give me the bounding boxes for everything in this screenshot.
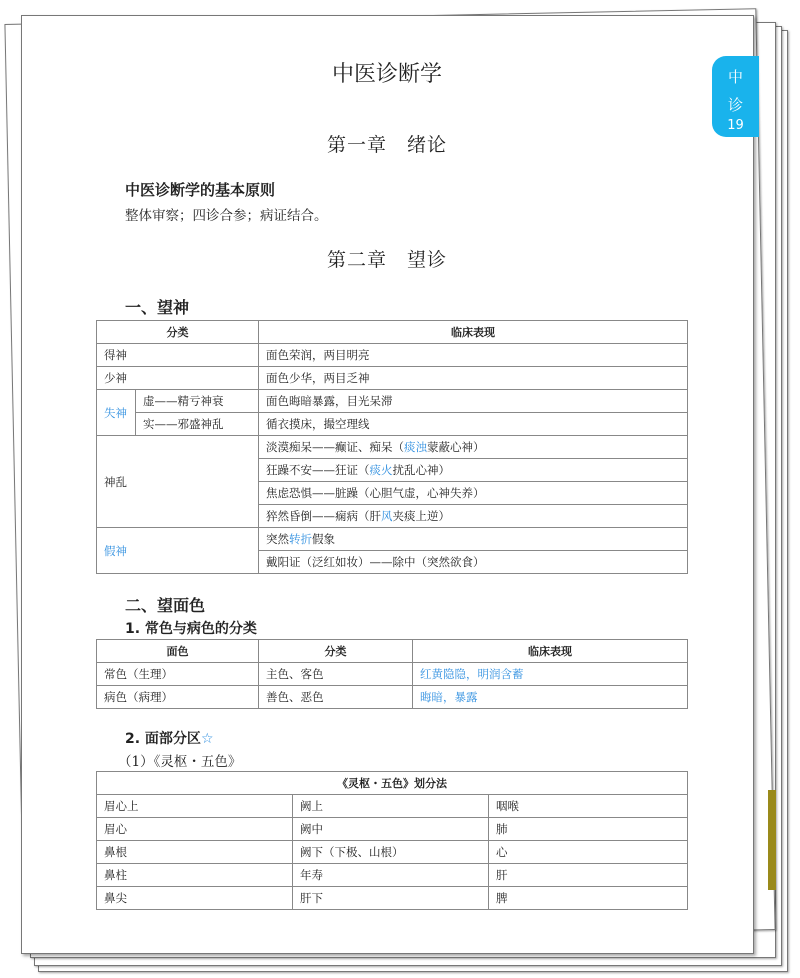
highlight-text: 痰浊 xyxy=(404,440,427,454)
lingshu-table xyxy=(96,771,688,910)
table-row xyxy=(97,864,688,887)
col-header: 分类 xyxy=(97,321,259,344)
cell xyxy=(259,436,688,459)
section2-sub1: 1. 常色与病色的分类 xyxy=(125,621,257,637)
cell: 年寿 xyxy=(293,864,489,887)
highlight-text: 痰火 xyxy=(369,463,393,477)
cell: 主色、客色 xyxy=(259,663,413,686)
col-header: 面色 xyxy=(97,640,259,663)
table-row xyxy=(97,390,688,413)
section1-heading: 一、望神 xyxy=(125,298,190,317)
cell: 神乱 xyxy=(97,436,259,528)
cell: 鼻柱 xyxy=(97,864,293,887)
table-row xyxy=(97,795,688,818)
chapter1-title: 第一章 绪论 xyxy=(326,134,447,156)
table-row xyxy=(97,841,688,864)
cell xyxy=(259,528,688,551)
col-header: 临床表现 xyxy=(259,321,688,344)
text: 蒙蔽心神） xyxy=(427,440,485,454)
col-header: 临床表现 xyxy=(413,640,688,663)
table-row xyxy=(97,367,688,390)
cell: 阙中 xyxy=(293,818,489,841)
chapter1-heading: 中医诊断学的基本原则 xyxy=(125,181,276,199)
table-row xyxy=(97,663,688,686)
cell: 鼻根 xyxy=(97,841,293,864)
cell: 眉心上 xyxy=(97,795,293,818)
wangshen-table xyxy=(96,320,688,574)
table-row xyxy=(97,686,688,709)
highlight-text: 转折 xyxy=(289,532,312,546)
tab-char: 中 xyxy=(727,68,743,86)
highlight-text: 风 xyxy=(381,509,393,523)
table-title: 《灵枢・五色》划分法 xyxy=(97,772,688,795)
table-row xyxy=(97,344,688,367)
table-row xyxy=(97,887,688,910)
table-row xyxy=(97,413,688,436)
subheading-text: 2. 面部分区 xyxy=(125,731,201,747)
color-table xyxy=(96,639,688,709)
cell: 咽喉 xyxy=(489,795,688,818)
star-icon: ☆ xyxy=(200,731,214,747)
cell: 虚——精亏神衰 xyxy=(136,390,259,413)
cell: 脾 xyxy=(489,887,688,910)
cell: 晦暗，暴露 xyxy=(413,686,688,709)
tab-page-number: 19 xyxy=(727,118,744,133)
cell: 面色晦暗暴露，目光呆滞 xyxy=(259,390,688,413)
cell: 阙上 xyxy=(293,795,489,818)
cell: 红黄隐隐，明润含蓄 xyxy=(413,663,688,686)
cell: 常色（生理） xyxy=(97,663,259,686)
section2-sub2 xyxy=(125,728,214,748)
page-title: 中医诊断学 xyxy=(331,62,442,87)
table-row xyxy=(97,818,688,841)
cell: 假神 xyxy=(97,528,259,574)
cell: 肺 xyxy=(489,818,688,841)
text: 扰乱心神） xyxy=(392,463,450,477)
cell: 肝下 xyxy=(293,887,489,910)
text: 突然 xyxy=(266,532,289,546)
text: 猝然昏倒——痫病（肝 xyxy=(266,509,381,523)
table-row xyxy=(97,436,688,459)
cell xyxy=(259,505,688,528)
cell: 戴阳证（泛红如妆）——除中（突然欲食） xyxy=(259,551,688,574)
section2-heading: 二、望面色 xyxy=(125,596,206,615)
cell: 失神 xyxy=(97,390,136,436)
cell: 少神 xyxy=(97,367,259,390)
cell: 阙下（下极、山根） xyxy=(293,841,489,864)
cell: 病色（病理） xyxy=(97,686,259,709)
cell: 焦虑恐惧——脏躁（心胆气虚，心神失养） xyxy=(259,482,688,505)
cell: 善色、恶色 xyxy=(259,686,413,709)
tab-char: 诊 xyxy=(727,96,743,114)
cell: 面色少华，两目乏神 xyxy=(259,367,688,390)
text: 淡漠痴呆——癫证、痴呆（ xyxy=(266,440,404,454)
cell: 肝 xyxy=(489,864,688,887)
text: 夹痰上逆） xyxy=(392,509,450,523)
cell: 循衣摸床，撮空理线 xyxy=(259,413,688,436)
cell: 实——邪盛神乱 xyxy=(136,413,259,436)
section2-sub2-1: （1）《灵枢・五色》 xyxy=(118,754,242,770)
text: 狂躁不安——狂证（ xyxy=(266,463,370,477)
table-row xyxy=(97,528,688,551)
cell: 面色荣润，两目明亮 xyxy=(259,344,688,367)
chapter1-text: 整体审察；四诊合参；病证结合。 xyxy=(125,208,328,224)
cell: 心 xyxy=(489,841,688,864)
cell: 得神 xyxy=(97,344,259,367)
col-header: 分类 xyxy=(259,640,413,663)
page-edge-strip xyxy=(768,790,776,890)
cell: 眉心 xyxy=(97,818,293,841)
cell xyxy=(259,459,688,482)
chapter2-title: 第二章 望诊 xyxy=(326,249,447,271)
cell: 鼻尖 xyxy=(97,887,293,910)
text: 假象 xyxy=(312,532,335,546)
